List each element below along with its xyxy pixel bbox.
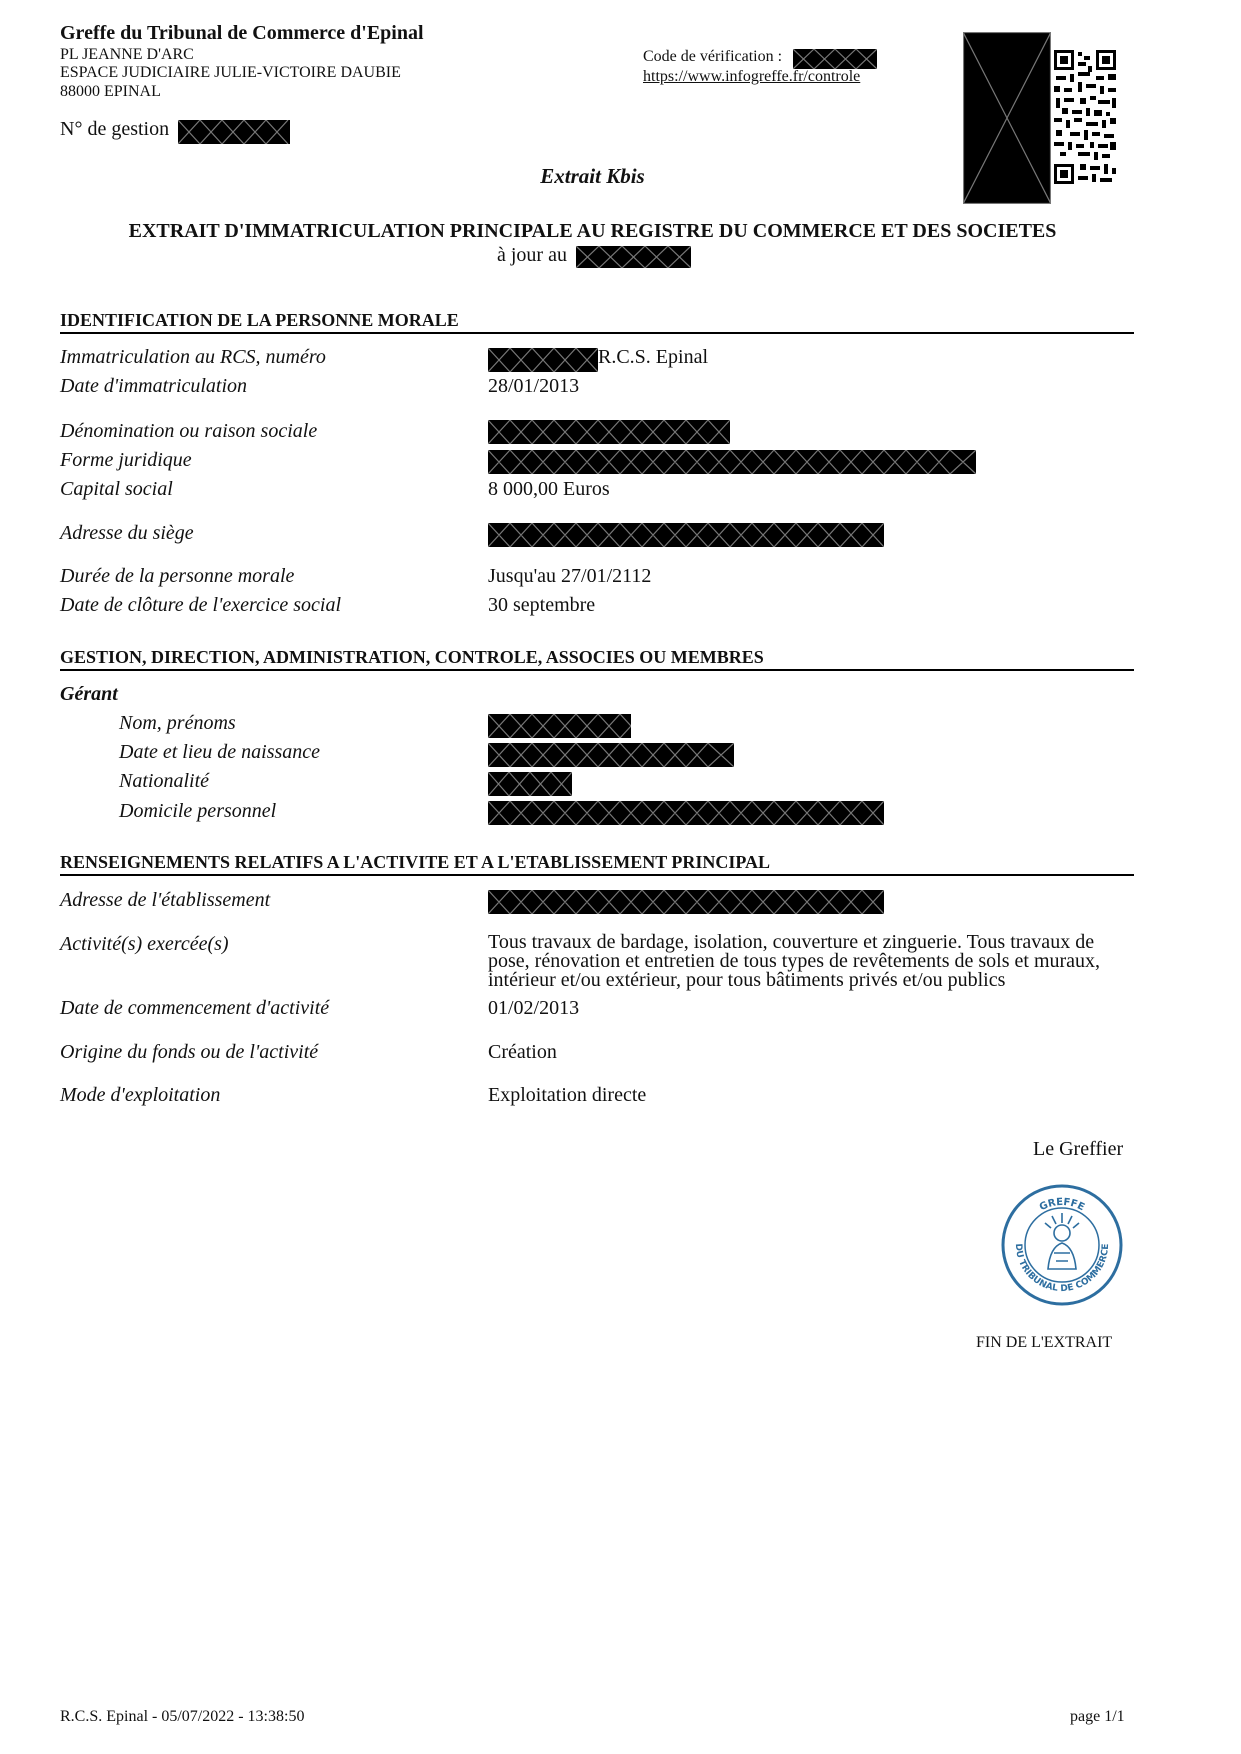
verification-code-label: Code de vérification : (643, 48, 783, 65)
rcs-number-label: Immatriculation au RCS, numéro (60, 346, 326, 368)
document-title: EXTRAIT D'IMMATRICULATION PRINCIPALE AU REGISTRE DU COMMERCE ET DES SOCIETES (128, 220, 1057, 242)
commencement-label: Date de commencement d'activité (60, 997, 330, 1019)
svg-text:GREFFE (1038, 1197, 1086, 1213)
activites-value-line-2: pose, rénovation et entretien de tous types de revêtements de sols et muraux, (488, 950, 1101, 972)
section-activite-heading: RENSEIGNEMENTS RELATIFS A L'ACTIVITE ET A L'ETABLISSEMENT PRINCIPAL (60, 852, 1134, 876)
section-identification-heading: IDENTIFICATION DE LA PERSONNE MORALE (60, 310, 1134, 334)
date-immatriculation-label: Date d'immatriculation (60, 375, 248, 397)
section-gestion-heading: GESTION, DIRECTION, ADMINISTRATION, CONTROLE, ASSOCIES OU MEMBRES (60, 647, 1134, 671)
verification-code-redacted (793, 49, 877, 69)
court-name: Greffe du Tribunal de Commerce d'Epinal (60, 22, 424, 44)
nationalite-redacted (488, 772, 572, 796)
kbis-title: Extrait Kbis (540, 164, 645, 188)
mode-exploitation-value: Exploitation directe (488, 1084, 647, 1106)
footer-rcs-timestamp: R.C.S. Epinal - 05/07/2022 - 13:38:50 (60, 1708, 305, 1725)
adresse-etablissement-label: Adresse de l'établissement (60, 889, 271, 911)
rcs-city-value: R.C.S. Epinal (598, 346, 709, 368)
naissance-label: Date et lieu de naissance (119, 741, 321, 763)
fin-extrait-label: FIN DE L'EXTRAIT (976, 1334, 1113, 1351)
adresse-siege-redacted (488, 523, 884, 547)
naissance-redacted (488, 743, 734, 767)
update-date-redacted (576, 246, 691, 268)
court-address-line-1: PL JEANNE D'ARC (60, 46, 194, 63)
verification-url-link[interactable]: https://www.infogreffe.fr/controle (643, 68, 861, 85)
gestion-number-label: N° de gestion (60, 118, 170, 140)
rcs-number-redacted (488, 348, 598, 372)
adresse-etablissement-redacted (488, 890, 884, 914)
nom-prenoms-redacted (488, 714, 631, 738)
update-date-label: à jour au (497, 244, 567, 266)
footer-page-number: page 1/1 (1070, 1708, 1125, 1725)
court-address-line-2: ESPACE JUDICIAIRE JULIE-VICTOIRE DAUBIE (60, 64, 401, 81)
activites-value-line-3: intérieur et/ou extérieur, pour tous bâtiments privés et/ou publics (488, 969, 1006, 991)
duree-label: Durée de la personne morale (60, 565, 295, 587)
forme-juridique-label: Forme juridique (60, 449, 192, 471)
date-immatriculation-value: 28/01/2013 (488, 375, 580, 397)
capital-social-value: 8 000,00 Euros (488, 478, 610, 500)
greffe-seal-stamp (1000, 1183, 1124, 1307)
seal-top-text: GREFFE (1037, 1196, 1087, 1214)
denomination-redacted (488, 420, 730, 444)
forme-juridique-redacted (488, 450, 976, 474)
mode-exploitation-label: Mode d'exploitation (60, 1084, 221, 1106)
origine-label: Origine du fonds ou de l'activité (60, 1041, 319, 1063)
domicile-redacted (488, 801, 884, 825)
commencement-value: 01/02/2013 (488, 997, 580, 1019)
nom-prenoms-label: Nom, prénoms (119, 712, 236, 734)
origine-value: Création (488, 1041, 557, 1063)
nationalite-label: Nationalité (119, 770, 209, 792)
activites-label: Activité(s) exercée(s) (60, 933, 229, 955)
seal-bottom-text: DU TRIBUNAL DE COMMERCE (1012, 1243, 1112, 1295)
cloture-value: 30 septembre (488, 594, 596, 616)
denomination-label: Dénomination ou raison sociale (60, 420, 318, 442)
domicile-label: Domicile personnel (119, 800, 277, 822)
greffier-label: Le Greffier (1033, 1138, 1124, 1160)
duree-value: Jusqu'au 27/01/2112 (488, 565, 652, 587)
court-address-line-3: 88000 EPINAL (60, 83, 161, 100)
cloture-label: Date de clôture de l'exercice social (60, 594, 342, 616)
gerant-label: Gérant (60, 683, 118, 705)
gestion-number-redacted (178, 120, 290, 144)
capital-social-label: Capital social (60, 478, 173, 500)
adresse-siege-label: Adresse du siège (60, 522, 194, 544)
activites-value-line-1: Tous travaux de bardage, isolation, couverture et zinguerie. Tous travaux de (488, 931, 1095, 953)
